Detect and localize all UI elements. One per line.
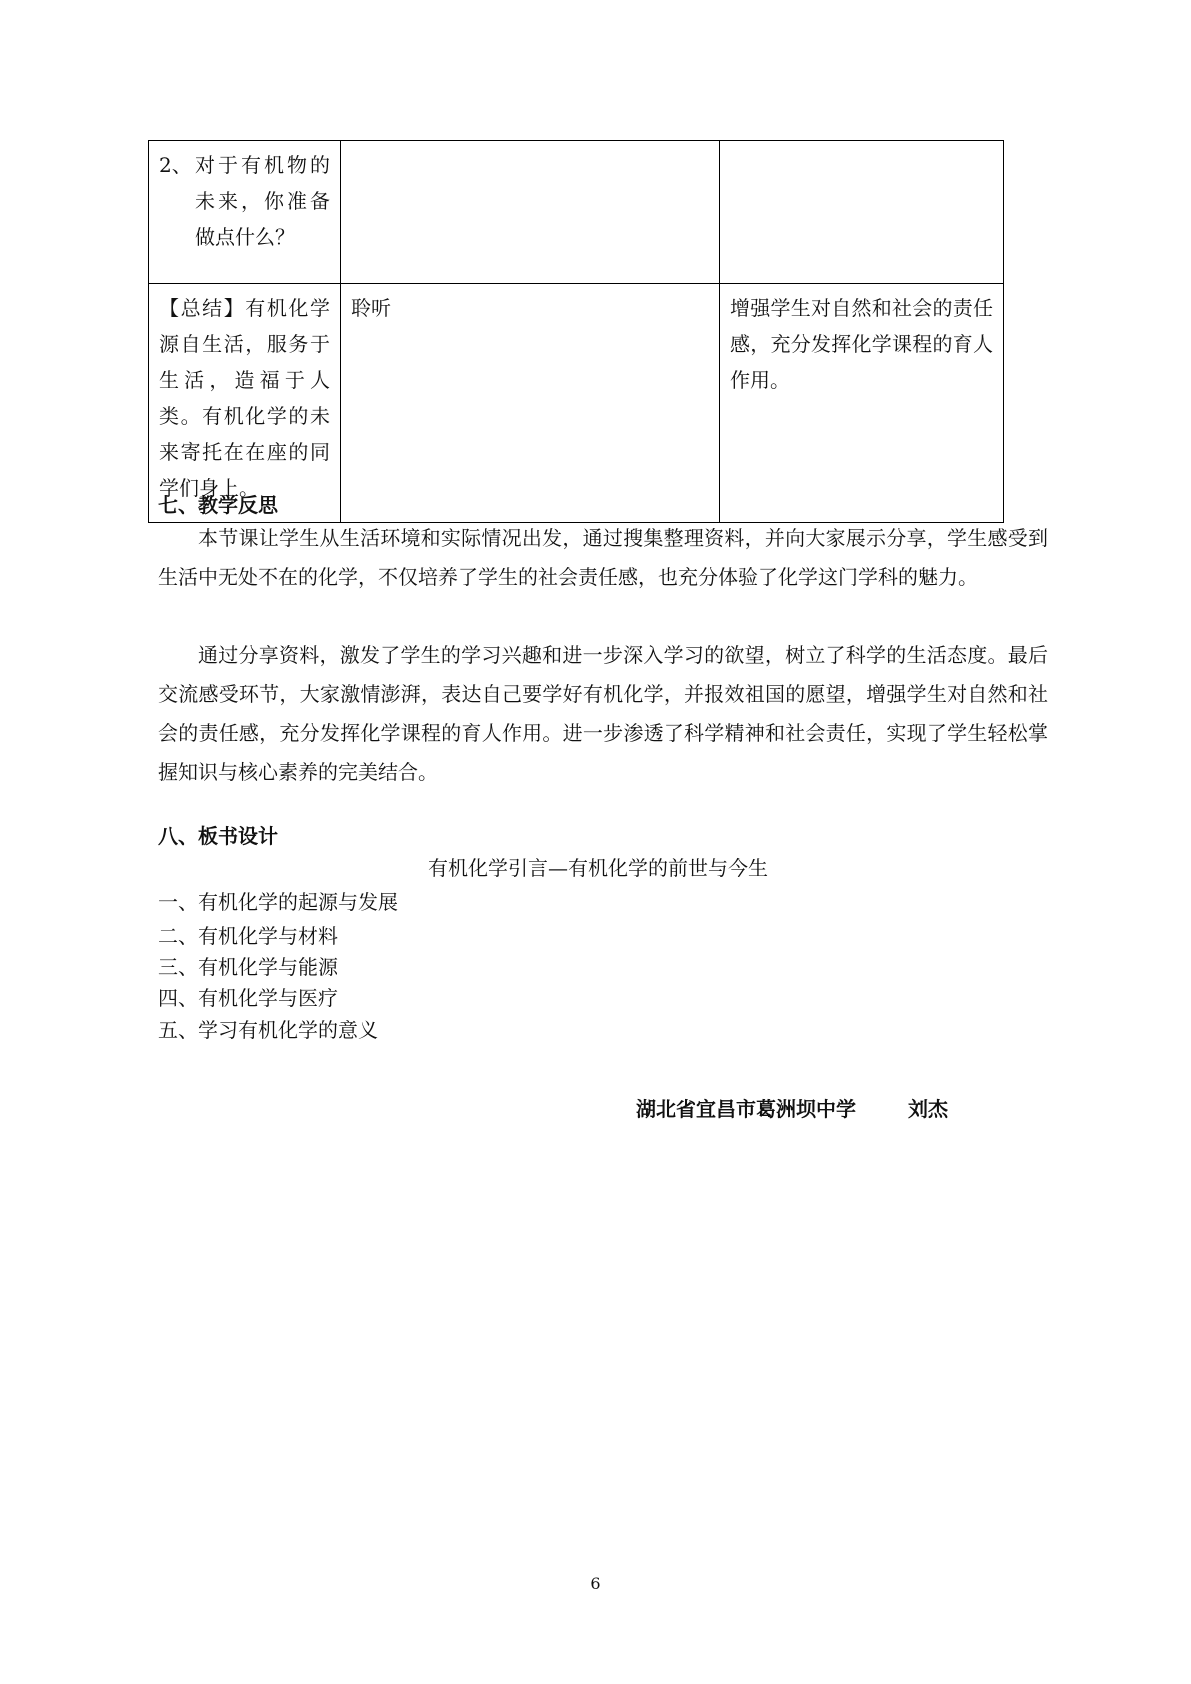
question-item <box>159 147 330 255</box>
lesson-table <box>148 140 1004 523</box>
section-heading-reflection: 七、教学反思 <box>158 493 278 517</box>
table-row <box>149 141 1004 284</box>
board-item: 二、有机化学与材料 <box>158 924 338 948</box>
board-item: 四、有机化学与医疗 <box>158 986 338 1010</box>
signature <box>636 1093 948 1122</box>
board-title: 有机化学引言—有机化学的前世与今生 <box>428 856 768 880</box>
table-cell <box>341 141 720 284</box>
reflection-paragraph-2: 通过分享资料，激发了学生的学习兴趣和进一步深入学习的欲望，树立了科学的生活态度。最后交流感受环节，大家激情澎湃，表达自己要学好有机化学，并报效祖国的愿望，增强学生对自然和社会的责任感，充分发挥化学课程的育人作用。进一步渗透了科学精神和社会责任，实现了学生轻松掌握知识与核心素养的完美结合。 <box>158 643 1048 784</box>
question-text: 对于有机物的未来，你准备做点什么？ <box>195 153 330 249</box>
board-item: 三、有机化学与能源 <box>158 955 338 979</box>
section-heading-board-design: 八、板书设计 <box>158 824 278 848</box>
table-row <box>149 284 1004 523</box>
table-cell <box>720 141 1004 284</box>
question-number: 2、 <box>159 153 192 177</box>
design-intent-cell: 增强学生对自然和社会的责任感，充分发挥化学课程的育人作用。 <box>720 284 1004 523</box>
board-item: 一、有机化学的起源与发展 <box>158 890 398 914</box>
signature-author: 刘杰 <box>908 1097 948 1121</box>
reflection-paragraph-1: 本节课让学生从生活环境和实际情况出发，通过搜集整理资料，并向大家展示分享，学生感受到生活中无处不在的化学，不仅培养了学生的社会责任感，也充分体验了化学这门学科的魅力。 <box>158 526 1048 589</box>
signature-school: 湖北省宜昌市葛洲坝中学 <box>636 1097 856 1121</box>
board-item: 五、学习有机化学的意义 <box>158 1018 378 1042</box>
table-cell <box>149 141 341 284</box>
page-number: 6 <box>590 1574 601 1593</box>
student-activity-cell: 聆听 <box>341 284 720 523</box>
summary-cell: 【总结】有机化学源自生活，服务于生活，造福于人类。有机化学的未来寄托在在座的同学们身上。 <box>149 284 341 523</box>
